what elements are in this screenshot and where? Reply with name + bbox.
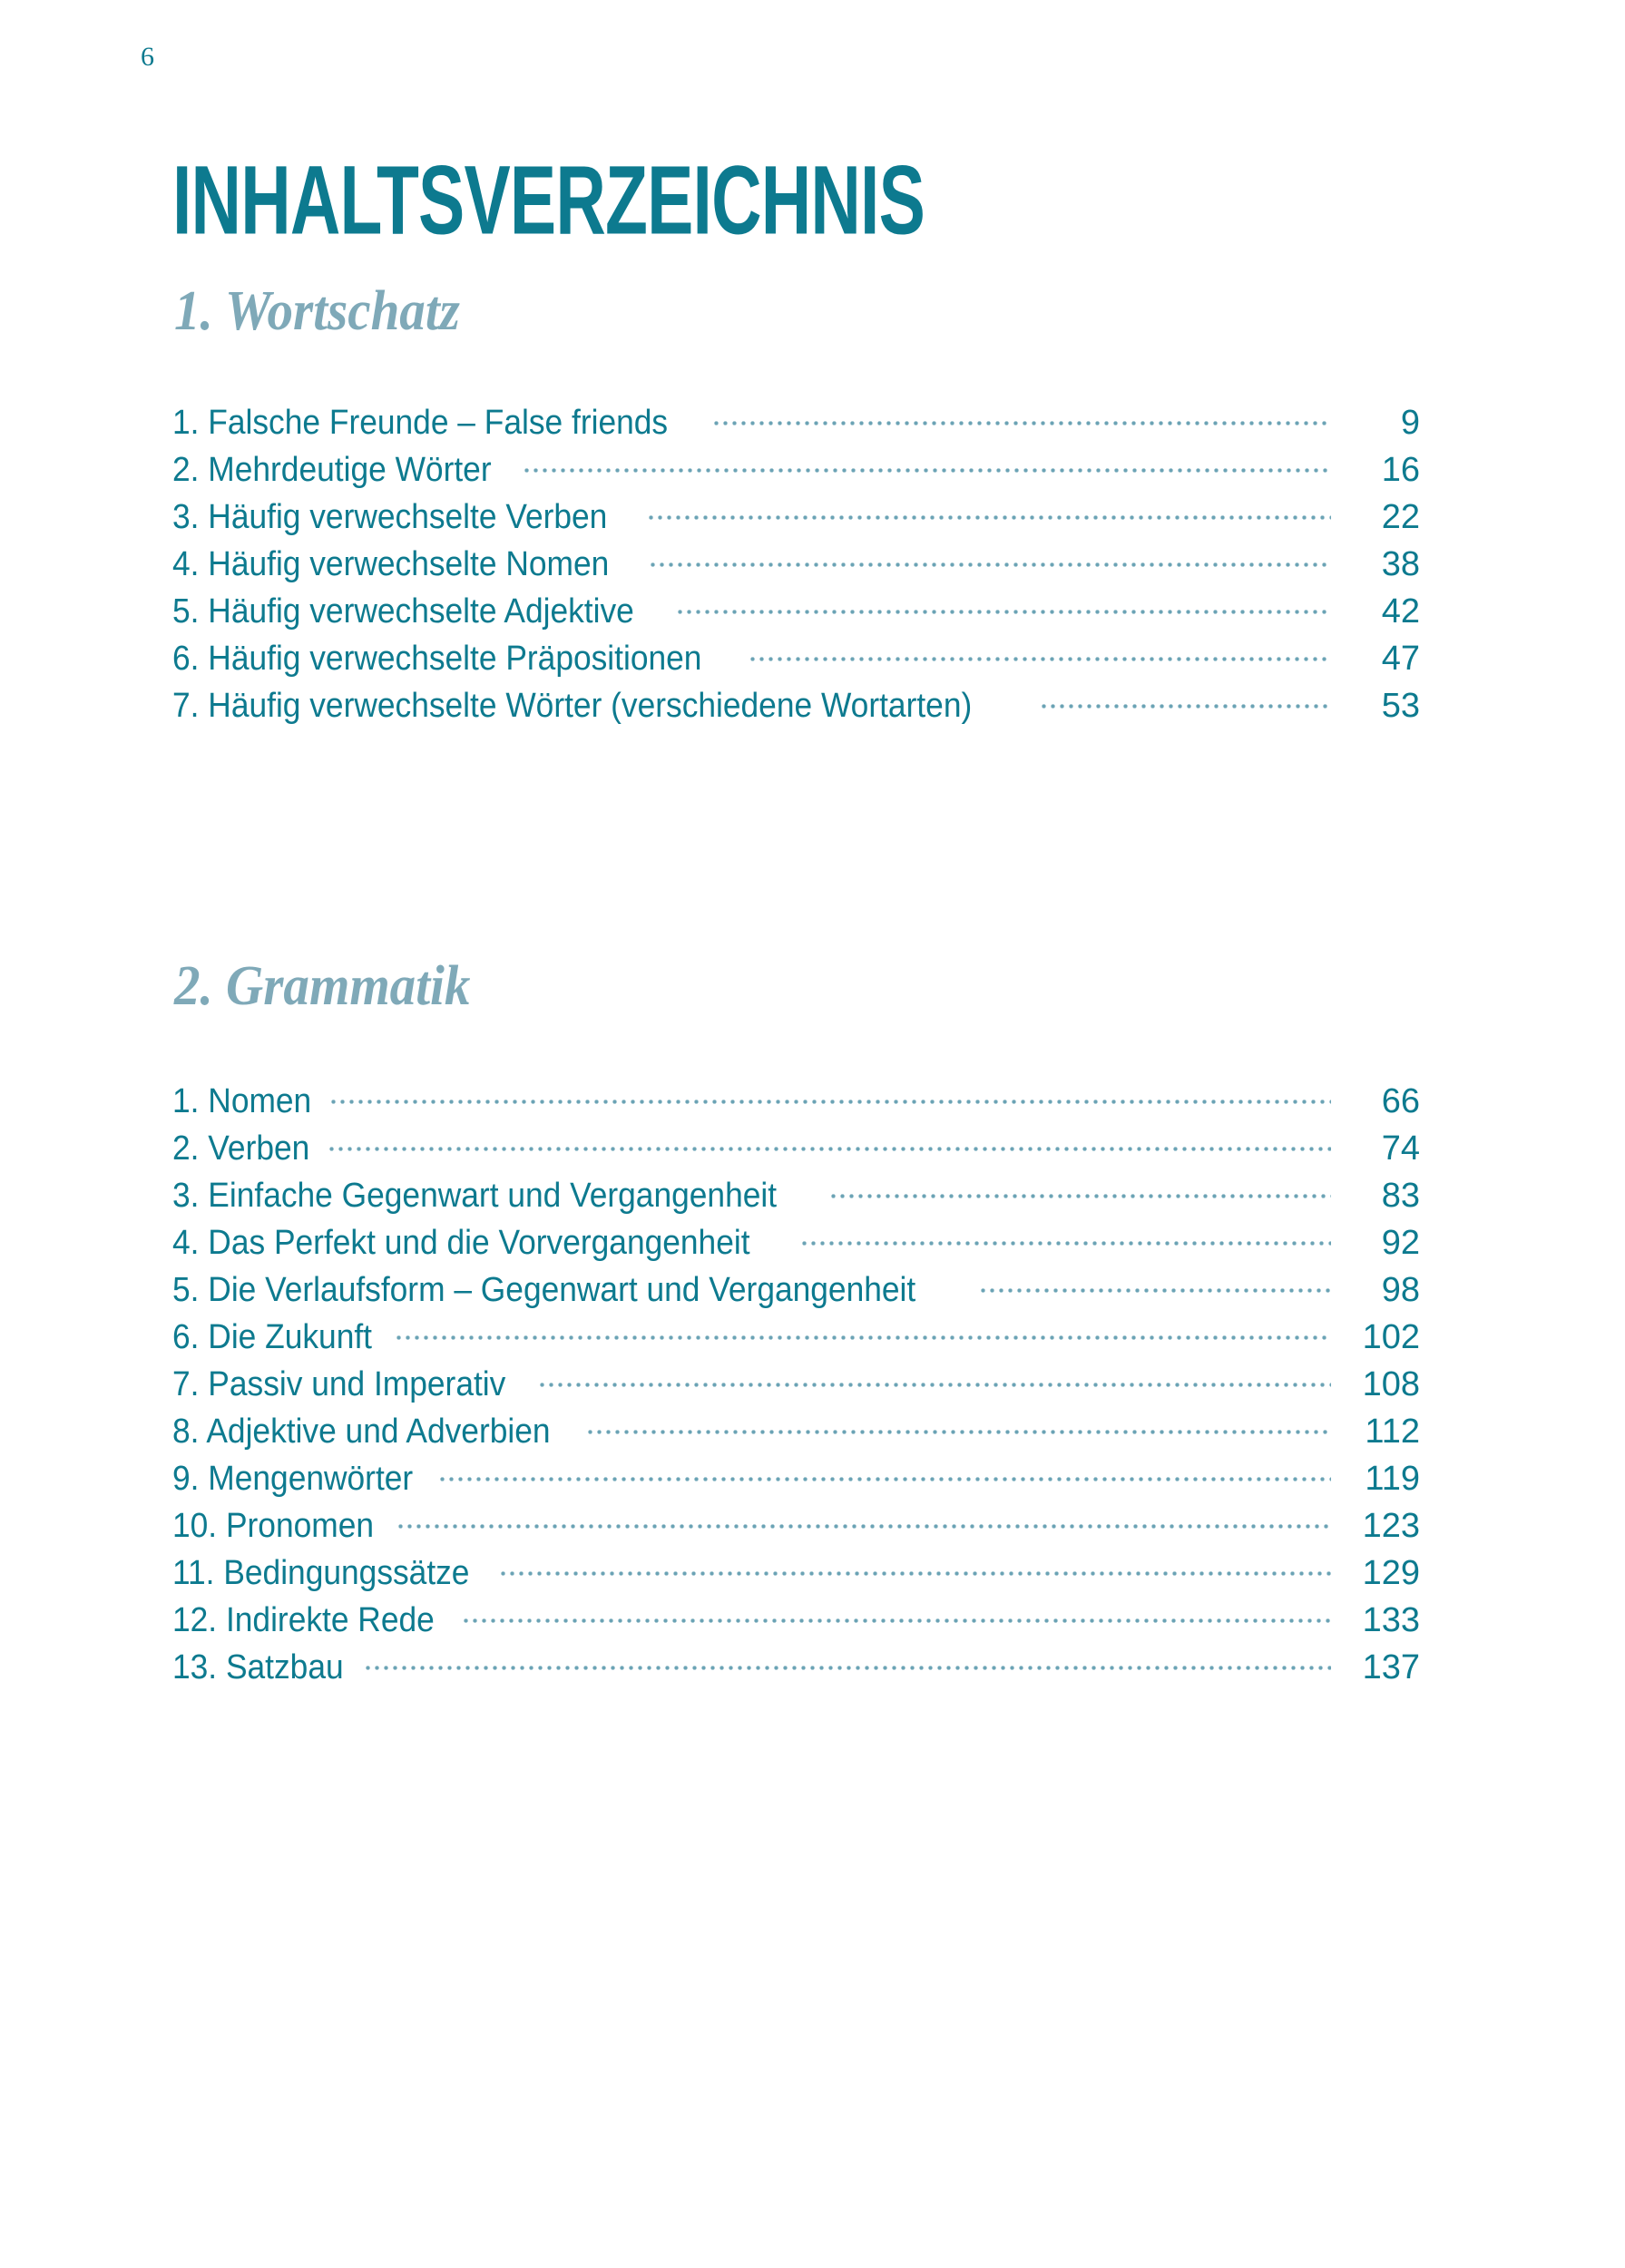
toc-entry[interactable] xyxy=(172,1597,1420,1644)
toc-entry-label: 7. Häufig verwechselte Wörter (verschiedene Wortarten) xyxy=(172,687,973,725)
toc-entry-label: 3. Häufig verwechselte Verben xyxy=(172,498,608,536)
toc-entry-label: 6. Die Zukunft xyxy=(172,1318,373,1356)
toc-entry-page-number: 38 xyxy=(1381,545,1420,583)
toc-entry-label: 5. Häufig verwechselte Adjektive xyxy=(172,592,634,631)
toc-entry[interactable] xyxy=(172,682,1420,729)
toc-entry[interactable] xyxy=(172,1455,1420,1502)
toc-entry[interactable] xyxy=(172,1314,1420,1361)
toc-entry-label: 7. Passiv und Imperativ xyxy=(172,1365,506,1403)
toc-entry-label: 5. Die Verlaufsform – Gegenwart und Vergangenheit xyxy=(172,1271,916,1309)
page-folio-number: 6 xyxy=(141,42,154,72)
toc-entry[interactable] xyxy=(172,399,1420,446)
page-title: INHALTSVERZEICHNIS xyxy=(172,146,925,256)
toc-entry-page-number: 102 xyxy=(1362,1318,1420,1356)
toc-entry-label: 9. Mengenwörter xyxy=(172,1460,414,1498)
toc-leader-dots xyxy=(331,1078,1331,1112)
toc-entry-label: 12. Indirekte Rede xyxy=(172,1601,435,1639)
toc-entry-label: 13. Satzbau xyxy=(172,1648,344,1686)
toc-entry[interactable] xyxy=(172,1361,1420,1408)
toc-entry-page-number: 92 xyxy=(1381,1224,1420,1262)
section-heading-wortschatz: 1. Wortschatz xyxy=(174,280,460,342)
toc-leader-dots xyxy=(831,1172,1331,1207)
toc-entry-label: 8. Adjektive und Adverbien xyxy=(172,1413,551,1451)
toc-entry-label: 2. Verben xyxy=(172,1129,310,1168)
toc-leader-dots xyxy=(366,1644,1331,1678)
toc-leader-dots xyxy=(524,446,1331,481)
toc-entry-label: 1. Falsche Freunde – False friends xyxy=(172,404,669,442)
toc-entry-page-number: 112 xyxy=(1365,1413,1420,1451)
toc-entry-page-number: 98 xyxy=(1381,1271,1420,1309)
toc-leader-dots xyxy=(649,494,1331,528)
toc-entry[interactable] xyxy=(172,1078,1420,1125)
toc-entry-label: 1. Nomen xyxy=(172,1082,312,1120)
toc-entry[interactable] xyxy=(172,1125,1420,1172)
toc-entry-page-number: 42 xyxy=(1381,592,1420,631)
section-heading-grammatik: 2. Grammatik xyxy=(174,955,471,1017)
toc-entry-page-number: 119 xyxy=(1365,1460,1420,1498)
toc-entry-page-number: 74 xyxy=(1381,1129,1420,1168)
toc-entry[interactable] xyxy=(172,1502,1420,1549)
toc-entry[interactable] xyxy=(172,1219,1420,1266)
toc-entry-label: 3. Einfache Gegenwart und Vergangenheit xyxy=(172,1177,778,1215)
toc-entry[interactable] xyxy=(172,635,1420,682)
toc-leader-dots xyxy=(678,588,1331,622)
toc-entry[interactable] xyxy=(172,1266,1420,1314)
toc-entry[interactable] xyxy=(172,494,1420,541)
toc-leader-dots xyxy=(981,1266,1331,1301)
toc-list-wortschatz xyxy=(172,399,1420,729)
toc-entry-page-number: 129 xyxy=(1362,1554,1420,1592)
toc-entry[interactable] xyxy=(172,1644,1420,1691)
toc-leader-dots xyxy=(329,1125,1331,1159)
toc-leader-dots xyxy=(750,635,1331,670)
toc-leader-dots xyxy=(464,1597,1331,1631)
toc-entry-label: 4. Das Perfekt und die Vorvergangenheit xyxy=(172,1224,750,1262)
toc-entry-page-number: 53 xyxy=(1381,687,1420,725)
toc-entry[interactable] xyxy=(172,1408,1420,1455)
toc-list-grammatik xyxy=(172,1078,1420,1691)
toc-leader-dots xyxy=(501,1549,1331,1584)
toc-entry[interactable] xyxy=(172,1549,1420,1597)
toc-entry-page-number: 83 xyxy=(1381,1177,1420,1215)
toc-leader-dots xyxy=(540,1361,1331,1395)
toc-entry-label: 2. Mehrdeutige Wörter xyxy=(172,451,492,489)
toc-entry-page-number: 22 xyxy=(1381,498,1420,536)
toc-entry-page-number: 137 xyxy=(1362,1648,1420,1686)
toc-entry-label: 4. Häufig verwechselte Nomen xyxy=(172,545,610,583)
toc-leader-dots xyxy=(440,1455,1331,1490)
toc-leader-dots xyxy=(651,541,1331,575)
toc-entry-page-number: 123 xyxy=(1362,1507,1420,1545)
toc-entry-page-number: 133 xyxy=(1362,1601,1420,1639)
toc-entry-label: 6. Häufig verwechselte Präpositionen xyxy=(172,640,702,678)
toc-entry[interactable] xyxy=(172,1172,1420,1219)
toc-entry-page-number: 16 xyxy=(1381,451,1420,489)
toc-entry-page-number: 47 xyxy=(1381,640,1420,678)
toc-entry[interactable] xyxy=(172,541,1420,588)
toc-leader-dots xyxy=(802,1219,1331,1254)
toc-leader-dots xyxy=(398,1502,1331,1537)
toc-leader-dots xyxy=(714,399,1331,434)
toc-entry-label: 10. Pronomen xyxy=(172,1507,375,1545)
toc-entry-label: 11. Bedingungssätze xyxy=(172,1554,470,1592)
toc-entry-page-number: 9 xyxy=(1400,404,1420,442)
toc-entry-page-number: 108 xyxy=(1362,1365,1420,1403)
toc-leader-dots xyxy=(396,1314,1331,1348)
toc-leader-dots xyxy=(588,1408,1331,1442)
toc-entry-page-number: 66 xyxy=(1381,1082,1420,1120)
toc-leader-dots xyxy=(1042,682,1331,717)
toc-entry[interactable] xyxy=(172,588,1420,635)
toc-entry[interactable] xyxy=(172,446,1420,494)
